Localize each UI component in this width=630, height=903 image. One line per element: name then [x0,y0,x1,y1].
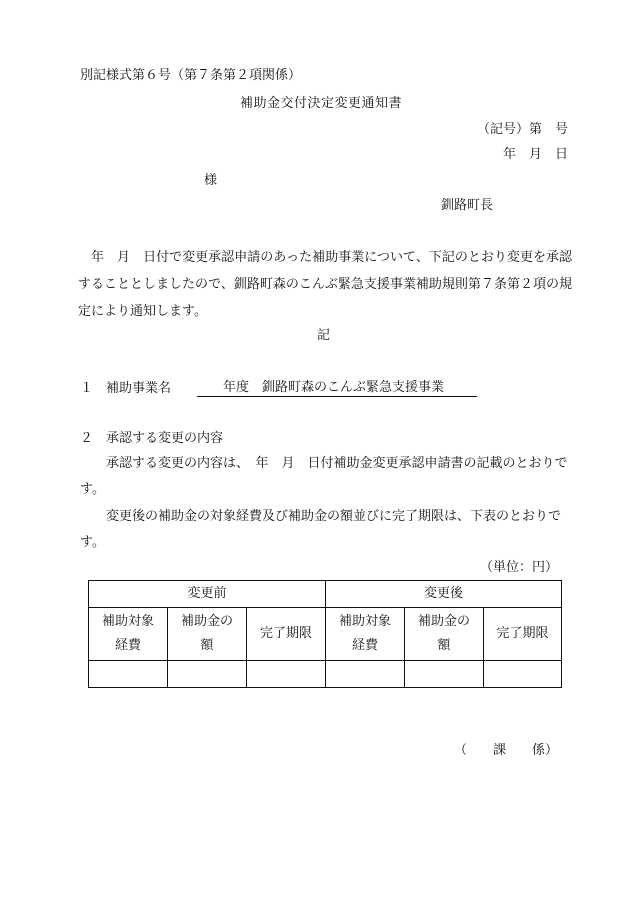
table-row [89,661,562,688]
after-amount-cell [405,661,484,688]
before-deadline-cell [247,661,326,688]
addressee-suffix: 様 [204,173,218,188]
before-amount-header [168,608,247,661]
before-cost-header [89,608,168,661]
change-table [88,580,562,688]
after-deadline-cell [484,661,562,688]
issuer-name: 釧路町長 [441,198,494,213]
document-title: 補助金交付決定変更通知書 [240,96,403,111]
issue-date: 年 月 日 [502,147,568,162]
project-name: 年度 釧路町森のこんぶ緊急支援事業 [197,381,477,397]
after-amount-header [405,608,484,661]
before-amount-header-line1: 補助金の [180,614,233,629]
reference-number: （記号）第 号 [476,122,568,137]
unit-label: （単位：円） [479,560,558,575]
group-before-header: 変更前 [89,581,326,608]
table-column-header-row [89,608,562,661]
form-label: 別記様式第６号（第７条第２項関係） [80,68,302,83]
before-cost-header-line2: 経費 [114,638,141,653]
before-amount-cell [168,661,247,688]
before-cost-cell [89,661,168,688]
change-details-paragraph: 変更後の補助金の対象経費及び補助金の額並びに完了期限は、下表のとおりです。 [80,509,562,550]
after-amount-header-line2: 額 [437,638,451,653]
before-deadline-header: 完了期限 [247,608,326,661]
after-amount-header-line1: 補助金の [418,614,471,629]
after-cost-header [326,608,405,661]
body-paragraph: 年 月 日付で変更承認申請のあった補助事業について、下記のとおり変更を承認することとしましたので、釧路町森のこんぶ緊急支援事業補助規則第７条第２項の規定により通知します。 [78,250,572,319]
table-group-header-row [89,581,562,608]
section1-label: １ 補助事業名 [80,381,172,396]
group-after-header: 変更後 [326,581,562,608]
after-cost-cell [326,661,405,688]
after-deadline-header: 完了期限 [484,608,562,661]
after-cost-header-line2: 経費 [352,638,379,653]
change-content-paragraph: 承認する変更の内容は、 年 月 日付補助金変更承認申請書の記載のとおりです。 [80,456,568,497]
section2-label: ２ 承認する変更の内容 [80,431,224,446]
before-amount-header-line2: 額 [200,638,214,653]
ki-heading: 記 [317,328,331,343]
before-cost-header-line1: 補助対象 [101,614,154,629]
department-footer: （ 課 係） [453,743,558,758]
after-cost-header-line1: 補助対象 [339,614,392,629]
